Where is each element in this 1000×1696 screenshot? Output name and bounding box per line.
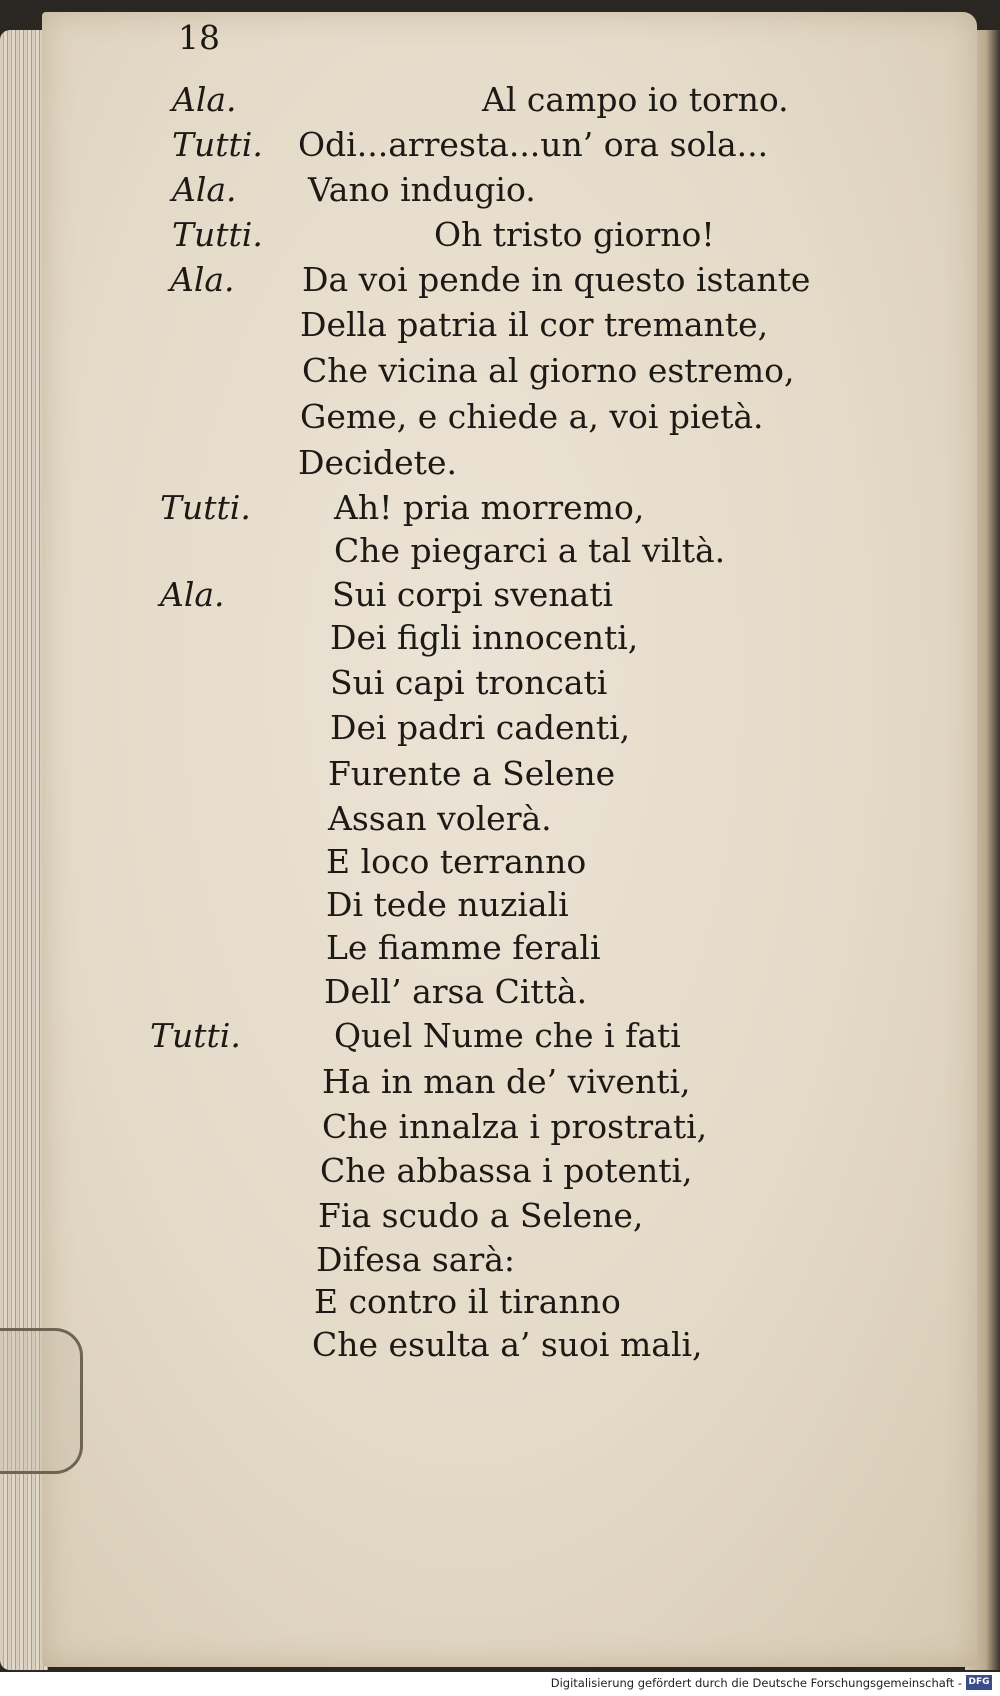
verse-line: Sui capi troncati: [330, 663, 608, 702]
verse-line: Odi...arresta...un’ ora sola...: [298, 125, 769, 164]
speaker-name: Tutti.: [172, 215, 263, 254]
verse-line: E contro il tiranno: [314, 1282, 621, 1321]
verse-line: E loco terranno: [326, 842, 587, 881]
verse-line: Che innalza i prostrati,: [322, 1107, 708, 1146]
verse-line: Le fiamme ferali: [326, 928, 601, 967]
verse-line: Vano indugio.: [308, 170, 536, 209]
speaker-name: Tutti.: [172, 125, 263, 164]
verse-line: Che piegarci a tal viltà.: [334, 531, 726, 570]
verse-line: Fia scudo a Selene,: [318, 1196, 644, 1235]
verse-line: Sui corpi svenati: [332, 575, 614, 614]
verse-line: Della patria il cor tremante,: [300, 305, 769, 344]
speaker-name: Ala.: [172, 170, 237, 209]
speaker-name: Tutti.: [150, 1016, 241, 1055]
verse-line: Al campo io torno.: [482, 80, 789, 119]
verse-line: Geme, e chiede a, voi pietà.: [300, 397, 764, 436]
verse-line: Furente a Selene: [328, 754, 616, 793]
funding-credit: Digitalisierung gefördert durch die Deutsche Forschungsgemeinschaft -: [550, 1676, 962, 1690]
speaker-name: Ala.: [170, 260, 235, 299]
verse-line: Dell’ arsa Città.: [324, 972, 588, 1011]
verse-line: Quel Nume che i fati: [334, 1016, 681, 1055]
verse-line: Dei padri cadenti,: [330, 708, 631, 747]
verse-line: Assan volerà.: [328, 799, 552, 838]
verse-line: Oh tristo giorno!: [434, 215, 715, 254]
bookmark-tab: [0, 1328, 83, 1474]
verse-line: Che abbassa i potenti,: [320, 1151, 693, 1190]
verse-line: Di tede nuziali: [326, 885, 569, 924]
verse-line: Che esulta a’ suoi mali,: [312, 1325, 703, 1364]
digitization-footer: [0, 1672, 1000, 1696]
dfg-logo-icon: DFG: [966, 1675, 992, 1690]
speaker-name: Ala.: [172, 80, 237, 119]
page-number: 18: [178, 18, 220, 57]
verse-line: Difesa sarà:: [316, 1240, 516, 1279]
speaker-name: Tutti.: [160, 488, 251, 527]
verse-line: Da voi pende in questo istante: [302, 260, 811, 299]
verse-line: Ha in man de’ viventi,: [322, 1062, 691, 1101]
verse-line: Decidete.: [298, 443, 457, 482]
verse-line: Che vicina al giorno estremo,: [302, 351, 795, 390]
speaker-name: Ala.: [160, 575, 225, 614]
verse-line: Dei figli innocenti,: [330, 618, 639, 657]
verse-line: Ah! pria morremo,: [334, 488, 645, 527]
